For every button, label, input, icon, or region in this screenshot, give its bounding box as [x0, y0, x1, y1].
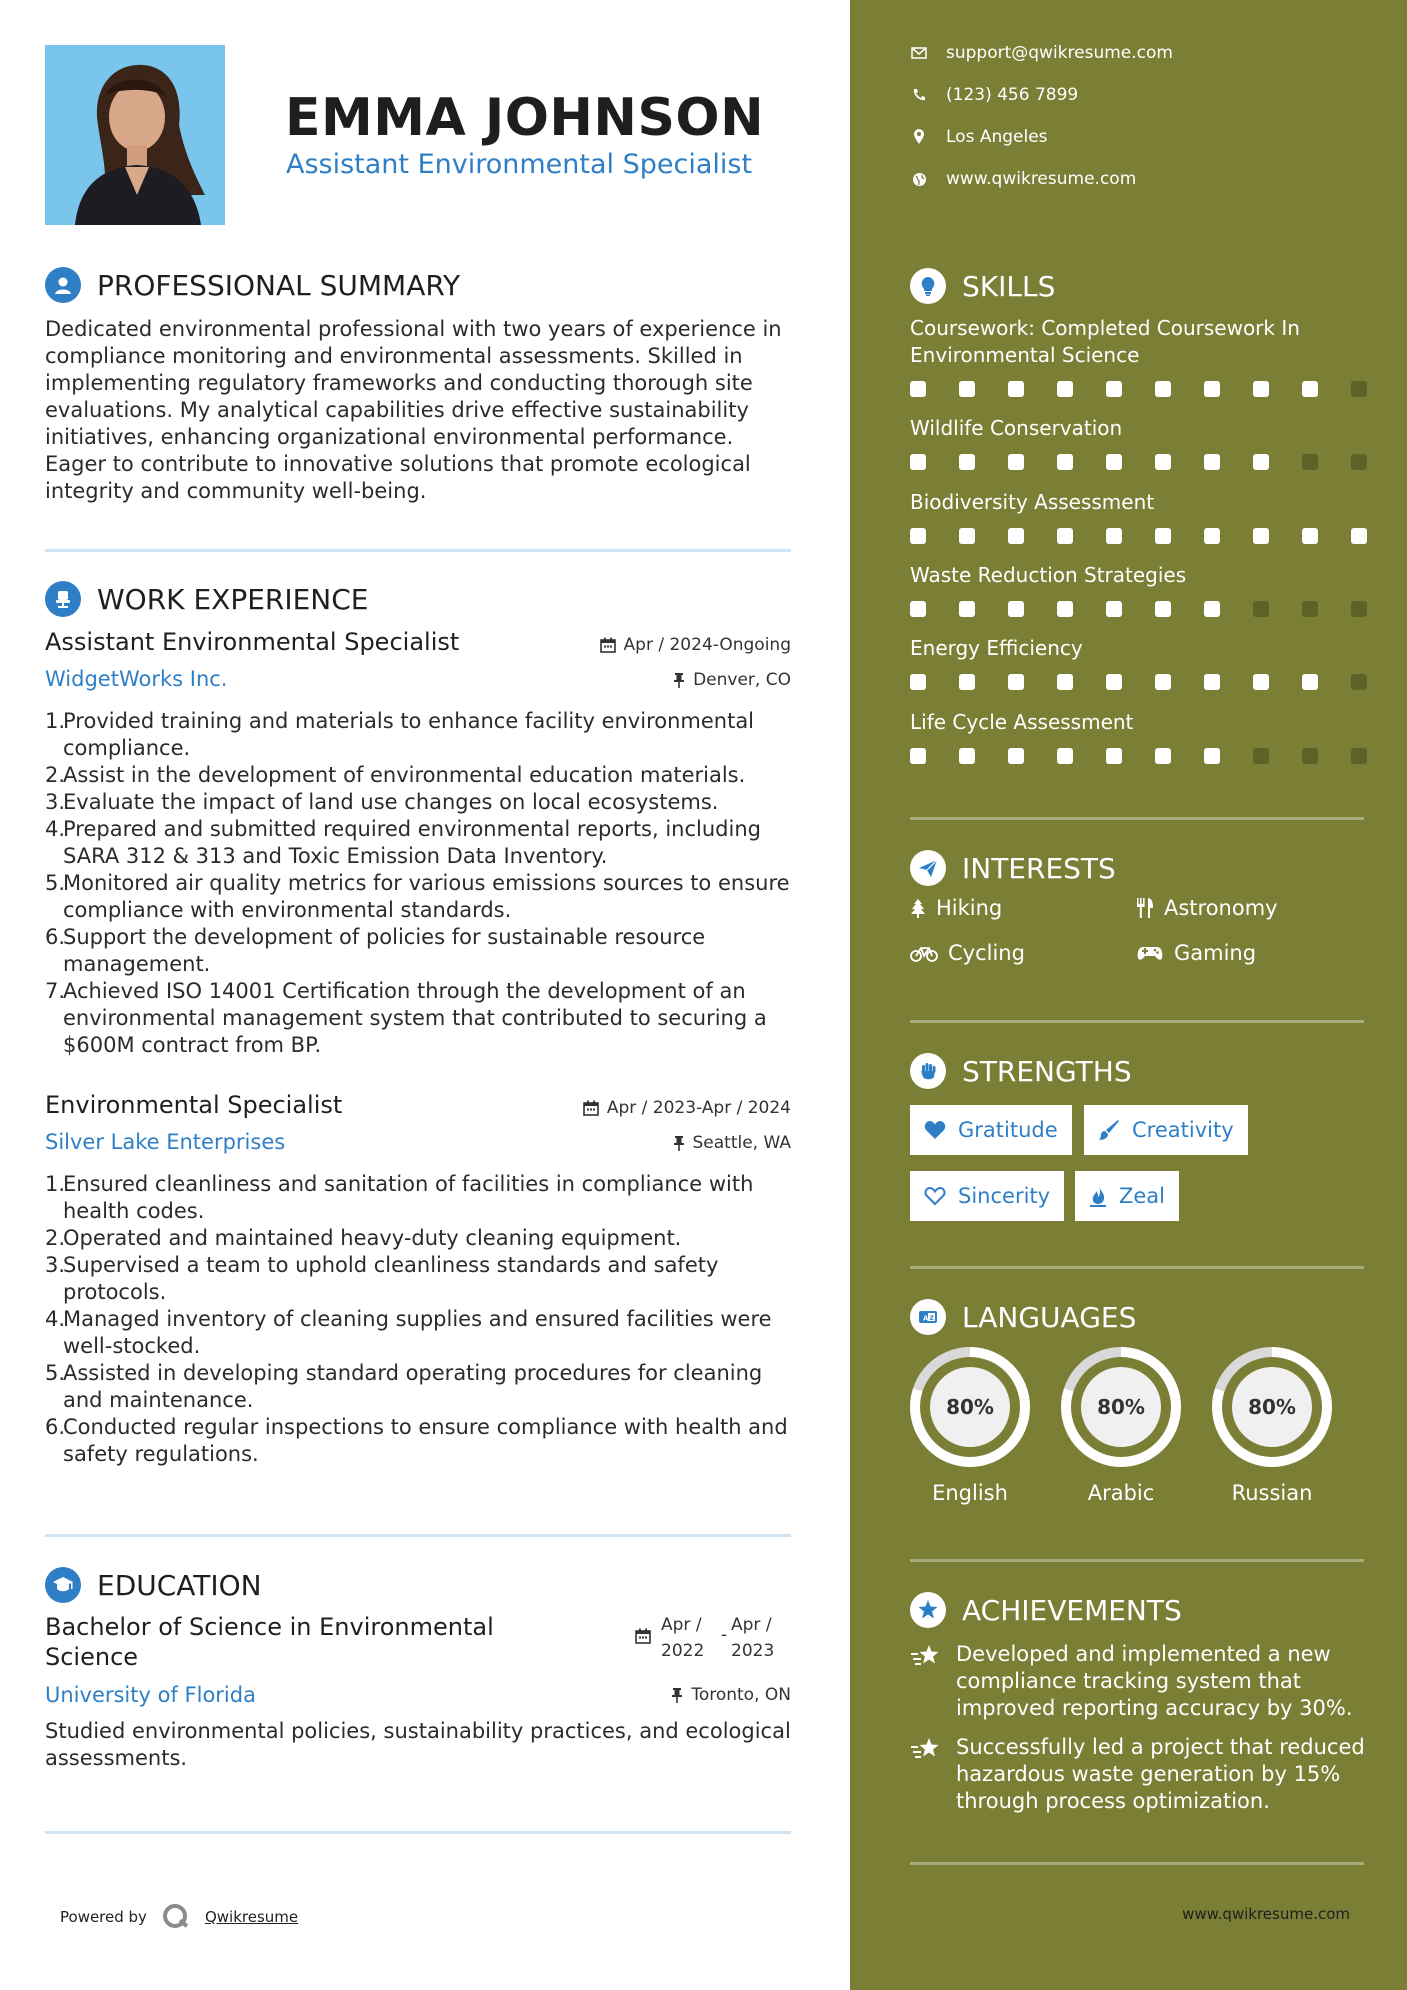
skill-dot-filled — [1008, 381, 1024, 397]
utensils-icon — [1136, 897, 1154, 919]
job-location — [673, 670, 791, 690]
skill-dot-filled — [1204, 674, 1220, 690]
skill-dot-filled — [910, 748, 926, 764]
skill-dot-empty — [1351, 748, 1367, 764]
skills-heading — [910, 268, 1055, 304]
paper-plane-icon — [910, 850, 946, 886]
education-start: Apr / 2022 — [661, 1615, 705, 1661]
school-name: University of Florida — [45, 1683, 256, 1707]
svg-text:Z: Z — [929, 1315, 934, 1322]
job-location-text: Denver, CO — [693, 670, 791, 690]
envelope-icon — [910, 44, 928, 62]
skills-title: SKILLS — [962, 269, 1056, 303]
skill-dot-filled — [959, 748, 975, 764]
sidebar-divider — [910, 817, 1364, 820]
skill-rating — [910, 454, 1400, 470]
education-location — [671, 1685, 791, 1705]
sidebar-divider — [910, 1266, 1364, 1269]
skill-dot-filled — [1302, 528, 1318, 544]
skill-dot-filled — [959, 381, 975, 397]
skill-name: Energy Efficiency — [910, 636, 1083, 660]
skill-dot-empty — [1253, 748, 1269, 764]
skill-dot-empty — [1351, 381, 1367, 397]
section-divider — [45, 1831, 791, 1834]
skill-dot-filled — [1057, 748, 1073, 764]
tree-icon — [910, 898, 926, 918]
date-separator: - — [721, 1625, 728, 1645]
profile-photo — [45, 45, 225, 225]
star-badge-icon — [910, 1592, 946, 1628]
interest-item: Hiking — [910, 896, 1002, 920]
skill-dot-filled — [1155, 601, 1171, 617]
skill-dot-filled — [1057, 528, 1073, 544]
skill-name: Life Cycle Assessment — [910, 710, 1134, 734]
footer-powered-by — [60, 1902, 298, 1932]
list-item: 3. Evaluate the impact of land use changes on local ecosystems. — [45, 790, 719, 814]
job-dates — [583, 1098, 791, 1118]
map-marker-icon — [910, 128, 928, 146]
skill-dot-filled — [1253, 454, 1269, 470]
sidebar-divider — [910, 1559, 1364, 1562]
job-dates-text: Apr / 2024-Ongoing — [623, 635, 791, 655]
skill-dot-filled — [959, 528, 975, 544]
qwikresume-link[interactable]: Qwikresume — [204, 1908, 299, 1926]
languages-heading — [910, 1299, 1136, 1335]
skill-dot-filled — [1106, 454, 1122, 470]
skill-dot-filled — [1008, 674, 1024, 690]
experience-title: WORK EXPERIENCE — [97, 582, 369, 616]
strength-chip: Zeal — [1075, 1171, 1179, 1221]
job-location — [673, 1133, 792, 1153]
skill-rating — [910, 528, 1400, 544]
skill-dot-filled — [910, 381, 926, 397]
achievement-item: Developed and implemented a new compliance tracking system that improved reporting accuracy by 30%. — [910, 1641, 1370, 1722]
gamepad-icon — [1136, 944, 1164, 962]
education-location-text: Toronto, ON — [691, 1685, 791, 1705]
globe-icon — [910, 170, 928, 188]
user-icon — [45, 267, 81, 303]
bicycle-icon — [910, 944, 938, 962]
strengths-title: STRENGTHS — [962, 1054, 1132, 1088]
shooting-star-icon — [910, 1736, 942, 1762]
calendar-icon — [635, 1628, 651, 1644]
summary-text: Dedicated environmental professional with two years of experience in compliance monitoring and environmental assessments. Skilled in implementing regulatory frameworks and conducting thorough site evaluations. My analytical capabilities drive effective sustainability initiatives, enhancing organizational environmental performance. Eager to contribute to innovative solutions that promote ecological integrity and community well-being. — [45, 317, 782, 503]
graduation-cap-icon — [45, 1567, 81, 1603]
skill-name: Wildlife Conservation — [910, 416, 1123, 440]
strength-chip: Gratitude — [910, 1105, 1072, 1155]
shooting-star-icon — [910, 1643, 942, 1669]
contact-location: Los Angeles — [910, 127, 1048, 147]
skill-dot-filled — [1155, 748, 1171, 764]
skill-dot-filled — [1106, 381, 1122, 397]
calendar-icon — [583, 1100, 599, 1116]
pin-icon — [673, 1135, 685, 1151]
list-item: 6. Conducted regular inspections to ensure compliance with health and safety regulations. — [45, 1415, 788, 1466]
skill-dot-filled — [1057, 381, 1073, 397]
language-name: Arabic — [1087, 1481, 1155, 1505]
skill-dot-filled — [1204, 601, 1220, 617]
fist-icon — [910, 1053, 946, 1089]
skill-dot-filled — [1204, 454, 1220, 470]
summary-heading — [45, 267, 460, 303]
skill-dot-filled — [1302, 381, 1318, 397]
footer-site[interactable]: www.qwikresume.com — [1182, 1905, 1350, 1923]
skill-rating — [910, 748, 1400, 764]
pin-icon — [673, 672, 685, 688]
skill-dot-filled — [1008, 748, 1024, 764]
contact-email[interactable]: support@qwikresume.com — [910, 43, 1173, 63]
pin-icon — [671, 1687, 683, 1703]
skill-dot-filled — [1057, 601, 1073, 617]
contact-phone[interactable]: (123) 456 7899 — [910, 85, 1078, 105]
skill-dot-filled — [1057, 454, 1073, 470]
skill-dot-filled — [910, 674, 926, 690]
skill-dot-filled — [1155, 528, 1171, 544]
skill-dot-filled — [1008, 454, 1024, 470]
svg-text:A: A — [923, 1314, 929, 1323]
skill-dot-filled — [1204, 528, 1220, 544]
skill-dot-empty — [1351, 454, 1367, 470]
job-dates-text: Apr / 2023-Apr / 2024 — [606, 1098, 791, 1118]
list-item: 5. Assisted in developing standard operating procedures for cleaning and maintenance. — [45, 1361, 763, 1412]
skill-dot-filled — [959, 601, 975, 617]
skill-dot-empty — [1351, 601, 1367, 617]
list-item: 6. Support the development of policies for sustainable resource management. — [45, 925, 706, 976]
job-location-text: Seattle, WA — [692, 1133, 791, 1153]
skill-dot-filled — [1106, 528, 1122, 544]
language-name: English — [932, 1481, 1008, 1505]
skill-dot-filled — [1253, 528, 1269, 544]
sidebar-divider — [910, 1862, 1364, 1865]
list-item: 4. Managed inventory of cleaning supplies and ensured facilities were well-stocked. — [45, 1307, 772, 1358]
skill-dot-filled — [1106, 748, 1122, 764]
summary-title: PROFESSIONAL SUMMARY — [97, 268, 461, 302]
skill-dot-empty — [1351, 674, 1367, 690]
list-item: 2. Operated and maintained heavy-duty cleaning equipment. — [45, 1226, 682, 1250]
list-item: 1. Provided training and materials to enhance facility environmental compliance. — [45, 709, 755, 760]
language-progress-ring — [910, 1347, 1030, 1467]
strength-chip: Creativity — [1084, 1105, 1248, 1155]
sidebar — [850, 0, 1407, 1990]
skill-name: Coursework: Completed Coursework In Environmental Science — [910, 316, 1300, 367]
skill-dot-filled — [1155, 454, 1171, 470]
interests-title: INTERESTS — [962, 851, 1116, 885]
skill-name: Biodiversity Assessment — [910, 490, 1155, 514]
degree-title: Bachelor of Science in Environmental Science — [45, 1613, 494, 1671]
paintbrush-icon — [1098, 1119, 1120, 1141]
education-dates — [635, 1612, 791, 1664]
language-percent: 80% — [1232, 1367, 1312, 1447]
skill-dot-filled — [1155, 381, 1171, 397]
skill-dot-filled — [1155, 674, 1171, 690]
skill-dot-filled — [1008, 601, 1024, 617]
list-item: 3. Supervised a team to uphold cleanliness standards and safety protocols. — [45, 1253, 719, 1304]
interests-heading — [910, 850, 1116, 886]
skill-dot-filled — [910, 454, 926, 470]
skill-dot-empty — [1253, 601, 1269, 617]
heart-outline-icon — [924, 1186, 946, 1206]
contact-website[interactable]: www.qwikresume.com — [910, 169, 1136, 189]
achievement-item: Successfully led a project that reduced hazardous waste generation by 15% through process optimization. — [910, 1734, 1370, 1815]
language-item — [910, 1347, 1030, 1505]
education-description: Studied environmental policies, sustainability practices, and ecological assessments. — [45, 1719, 791, 1770]
list-item: 5. Monitored air quality metrics for various emissions sources to ensure compliance with environmental standards. — [45, 871, 790, 922]
skill-rating — [910, 381, 1400, 397]
language-percent: 80% — [930, 1367, 1010, 1447]
list-item: 7. Achieved ISO 14001 Certification through the development of an environmental management system that contributed to securing a $600M contract from BP. — [45, 979, 767, 1057]
skill-dot-empty — [1302, 454, 1318, 470]
interest-item: Astronomy — [1136, 896, 1278, 920]
strengths-heading — [910, 1053, 1132, 1089]
achievements-title: ACHIEVEMENTS — [962, 1593, 1182, 1627]
sidebar-divider — [910, 1020, 1364, 1023]
candidate-title: Assistant Environmental Specialist — [286, 149, 753, 180]
list-item: 4. Prepared and submitted required environmental reports, including SARA 312 & 313 and Toxic Emission Data Inventory. — [45, 817, 761, 868]
briefcase-chair-icon — [45, 581, 81, 617]
qwikresume-logo-icon — [161, 1902, 191, 1932]
languages-title: LANGUAGES — [962, 1300, 1137, 1334]
skill-dot-filled — [1351, 528, 1367, 544]
skill-name: Waste Reduction Strategies — [910, 563, 1187, 587]
skill-dot-empty — [1302, 748, 1318, 764]
skill-dot-filled — [1106, 674, 1122, 690]
skill-dot-filled — [1008, 528, 1024, 544]
job-bullets — [45, 1171, 795, 1468]
education-heading — [45, 1567, 262, 1603]
skill-dot-filled — [1302, 674, 1318, 690]
experience-heading — [45, 581, 368, 617]
strength-chip: Sincerity — [910, 1171, 1064, 1221]
education-end: Apr / 2023 — [731, 1615, 775, 1661]
section-divider — [45, 1534, 791, 1537]
list-item: 2. Assist in the development of environmental education materials. — [45, 763, 746, 787]
job-bullets — [45, 708, 795, 1059]
skill-dot-filled — [910, 601, 926, 617]
list-item: 1. Ensured cleanliness and sanitation of facilities in compliance with health codes. — [45, 1172, 754, 1223]
candidate-name: EMMA JOHNSON — [285, 88, 765, 148]
heart-filled-icon — [924, 1120, 946, 1140]
skill-dot-filled — [1253, 674, 1269, 690]
skill-dot-filled — [959, 454, 975, 470]
interest-item: Gaming — [1136, 941, 1256, 965]
language-progress-ring — [1061, 1347, 1181, 1467]
skill-rating — [910, 674, 1400, 690]
language-percent: 80% — [1081, 1367, 1161, 1447]
lightbulb-icon — [910, 268, 946, 304]
skill-dot-empty — [1302, 601, 1318, 617]
language-item — [1212, 1347, 1332, 1505]
company-name: Silver Lake Enterprises — [45, 1130, 286, 1154]
achievements-heading — [910, 1592, 1182, 1628]
job-dates — [600, 635, 791, 655]
language-icon — [910, 1299, 946, 1335]
skill-dot-filled — [1204, 381, 1220, 397]
skill-dot-filled — [1106, 601, 1122, 617]
company-name: WidgetWorks Inc. — [45, 667, 228, 691]
skill-dot-filled — [1253, 381, 1269, 397]
language-name: Russian — [1231, 1481, 1313, 1505]
education-title: EDUCATION — [97, 1568, 262, 1602]
skill-dot-filled — [959, 674, 975, 690]
job-title: Environmental Specialist — [45, 1091, 343, 1119]
skill-dot-filled — [1204, 748, 1220, 764]
language-progress-ring — [1212, 1347, 1332, 1467]
flame-icon — [1089, 1185, 1107, 1207]
job-title: Assistant Environmental Specialist — [45, 628, 460, 656]
skill-dot-filled — [1057, 674, 1073, 690]
calendar-icon — [600, 637, 616, 653]
skill-rating — [910, 601, 1400, 617]
interest-item: Cycling — [910, 941, 1025, 965]
section-divider — [45, 549, 791, 552]
language-item — [1061, 1347, 1181, 1505]
skill-dot-filled — [910, 528, 926, 544]
powered-by-label: Powered by — [60, 1908, 147, 1926]
phone-icon — [910, 86, 928, 104]
